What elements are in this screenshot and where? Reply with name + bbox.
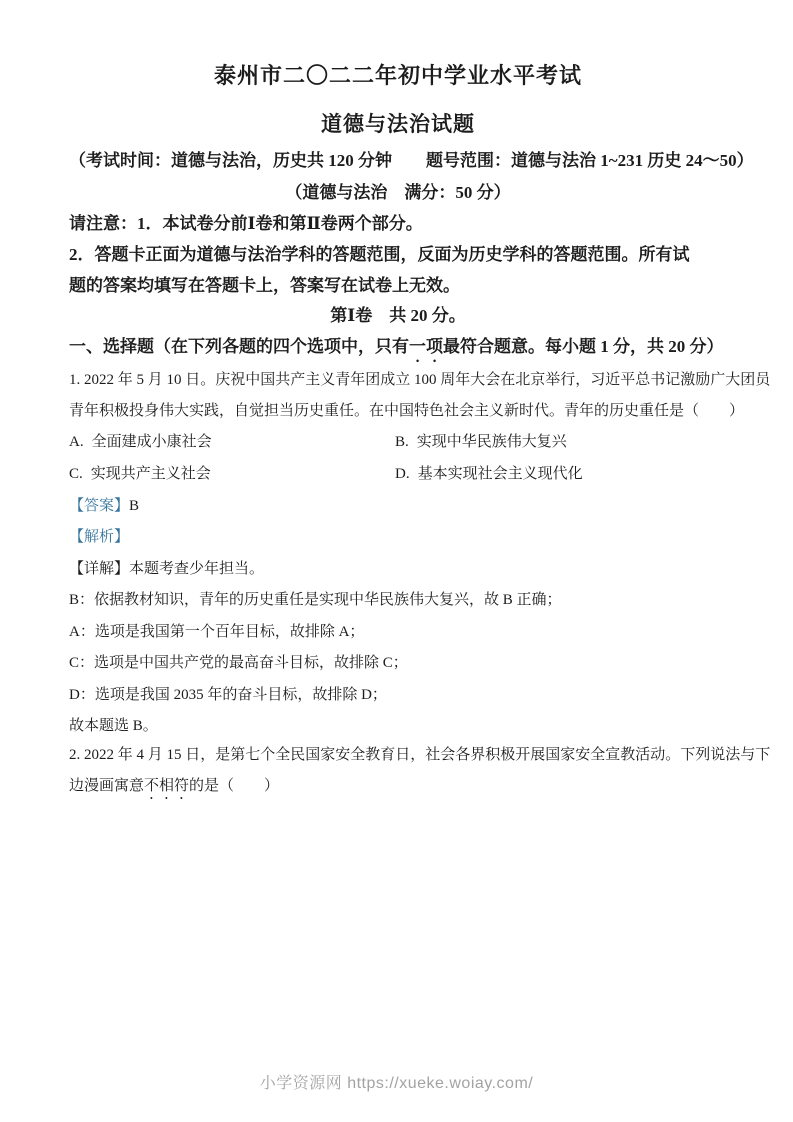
question1-detail-line: 【详解】本题考查少年担当。: [69, 561, 265, 577]
question2-stem-pre: 边漫画寓意: [69, 778, 145, 794]
option-a-label: A.: [69, 434, 84, 450]
question1-options-row-2: [69, 463, 727, 485]
question2-stem-line-2: [69, 775, 727, 803]
option-b: [395, 431, 567, 453]
paper-title: 道德与法治试题: [321, 112, 475, 136]
question1-options-row-1: [69, 431, 727, 453]
answer-value: B: [129, 498, 140, 514]
exam-title: 泰州市二〇二二年初中学业水平考试: [213, 63, 582, 88]
option-c-text: 实现共产主义社会: [90, 466, 211, 482]
footer-watermark: 小学资源网 https://xueke.woiay.com/: [259, 1075, 534, 1092]
score-info-line: （道德与法治 满分：50 分）: [285, 183, 511, 202]
option-c: [69, 466, 211, 482]
notice-line-3: 题的答案均填写在答题卡上，答案写在试卷上无效。: [69, 276, 460, 295]
option-a: [69, 434, 212, 450]
question1-stem-line-2: 青年积极投身伟大实践，自觉担当历史重任。在中国特色社会主义新时代。青年的历史重任是（ ）: [69, 403, 745, 419]
page-content: [69, 0, 771, 1122]
question1-answer-row: [69, 495, 727, 517]
option-d-text: 基本实现社会主义现代化: [417, 466, 583, 482]
analysis-label: 【解析】: [69, 529, 130, 545]
answer-label: 【答案】: [69, 498, 130, 514]
question1-stem-line-1: 1. 2022 年 5 月 10 日。庆祝中国共产主义青年团成立 100 周年大会在北京举行，习近平总书记激励广大团员: [69, 372, 771, 388]
choice-section-header: [69, 335, 727, 366]
option-c-label: C.: [69, 466, 83, 482]
question1-analysis-row: [69, 526, 727, 548]
choice-header-emphasis: 一项: [409, 337, 443, 356]
explanation-conclusion: 故本题选 B。: [69, 718, 158, 734]
option-a-text: 全面建成小康社会: [91, 434, 212, 450]
explanation-line-a: A：选项是我国第一个百年目标，故排除 A；: [69, 624, 365, 640]
question2-stem-line-1: 2. 2022 年 4 月 15 日，是第七个全民国家安全教育日，社会各界积极开展国家安全宣教活动。下列说法与下: [69, 747, 771, 763]
explanation-line-d: D：选项是我国 2035 年的奋斗目标，故排除 D；: [69, 687, 387, 703]
option-d: [395, 463, 583, 485]
explanation-line-c: C：选项是中国共产党的最高奋斗目标，故排除 C；: [69, 655, 408, 671]
question2-stem-emphasis: 不相符: [144, 778, 190, 794]
question2-stem-post: 的是（ ）: [189, 778, 280, 794]
option-d-label: D.: [395, 466, 410, 482]
option-b-label: B.: [395, 434, 409, 450]
choice-header-pre: 一、选择题（在下列各题的四个选项中，只有: [69, 337, 409, 356]
notice-line-1: 请注意：1．本试卷分前Ⅰ卷和第Ⅱ卷两个部分。: [69, 214, 423, 233]
section-title: 第Ⅰ卷 共 20 分。: [330, 306, 466, 325]
notice-line-2: 2．答题卡正面为道德与法治学科的答题范围，反面为历史学科的答题范围。所有试: [69, 245, 690, 264]
exam-info-line: （考试时间：道德与法治，历史共 120 分钟 题号范围：道德与法治 1~231 历史 24～50）: [69, 151, 754, 170]
option-b-text: 实现中华民族伟大复兴: [416, 434, 567, 450]
choice-header-post: 最符合题意。每小题 1 分，共 20 分）: [443, 337, 724, 356]
explanation-line-b: B：依据教材知识，青年的历史重任是实现中华民族伟大复兴，故 B 正确；: [69, 592, 562, 608]
